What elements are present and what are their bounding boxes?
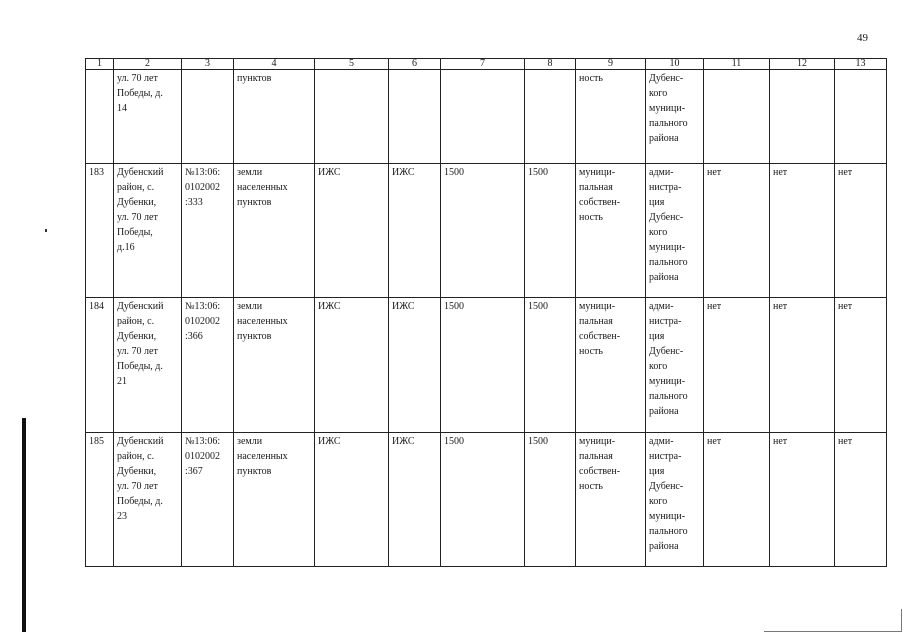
cell-text-line: 1500 xyxy=(528,166,548,178)
table-cell-col-4 xyxy=(234,163,315,297)
table-row xyxy=(86,163,887,297)
table-cell-col-3 xyxy=(182,70,234,164)
column-number-6: 6 xyxy=(389,59,441,70)
table-cell-col-6 xyxy=(389,163,441,297)
cell-text-line: 1500 xyxy=(444,166,464,178)
table-cell-col-12 xyxy=(770,298,835,432)
table-cell-col-5 xyxy=(315,298,389,432)
cell-text-line: района xyxy=(649,540,679,552)
cell-text-line: ИЖС xyxy=(318,301,341,313)
cell-text-line: земли xyxy=(237,301,263,313)
table-cell-col-9 xyxy=(576,70,646,164)
table-cell-col-12 xyxy=(770,432,835,566)
table-cell-col-7 xyxy=(441,432,525,566)
cell-text-line: муници- xyxy=(579,435,616,447)
cell-text-line: 14 xyxy=(117,103,127,114)
cell-text-line: Дубенский xyxy=(117,435,164,447)
table-cell-col-7 xyxy=(441,298,525,432)
table-cell-col-11 xyxy=(704,163,770,297)
cell-text-line: район, с. xyxy=(117,181,155,193)
table-cell-col-12 xyxy=(770,70,835,164)
table-cell-col-5 xyxy=(315,70,389,164)
cell-text-line: населенных xyxy=(237,316,288,328)
cell-text-line: нистра- xyxy=(649,181,682,193)
table-cell-col-13 xyxy=(835,432,887,566)
cell-text-line: района xyxy=(649,271,679,283)
cell-text-line: нет xyxy=(838,166,853,178)
cell-text-line: ция xyxy=(649,465,665,477)
cell-text-line: 21 xyxy=(117,376,127,388)
cell-text-line: ИЖС xyxy=(392,301,415,313)
cell-text-line: кого xyxy=(649,226,668,238)
table-cell-col-3 xyxy=(182,432,234,566)
cell-text-line: нистра- xyxy=(649,450,682,462)
cell-text-line: 1500 xyxy=(444,301,464,313)
column-number-9: 9 xyxy=(576,59,646,70)
table-cell-col-4 xyxy=(234,432,315,566)
table-cell-col-6 xyxy=(389,70,441,164)
cell-text-line: ул. 70 лет xyxy=(117,73,158,84)
column-number-2: 2 xyxy=(114,59,182,70)
table-cell-col-5 xyxy=(315,432,389,566)
table-cell-col-11 xyxy=(704,298,770,432)
cell-text-line: нет xyxy=(707,166,722,178)
table-cell-col-1 xyxy=(86,432,114,566)
cell-text-line: кого xyxy=(649,495,668,507)
table-cell-col-10 xyxy=(646,70,704,164)
cell-text-line: д.16 xyxy=(117,241,135,253)
cell-text-line: адми- xyxy=(649,166,674,178)
column-number-12: 12 xyxy=(770,59,835,70)
table-cell-col-1 xyxy=(86,70,114,164)
cell-text-line: №13:06: xyxy=(185,301,221,313)
table-cell-col-10 xyxy=(646,163,704,297)
column-number-5: 5 xyxy=(315,59,389,70)
cell-text-line: ул. 70 лет xyxy=(117,346,158,358)
cell-text-line: пунктов xyxy=(237,331,272,343)
column-number-13: 13 xyxy=(835,59,887,70)
cell-text-line: 0102002 xyxy=(185,450,220,462)
cell-text-line: ул. 70 лет xyxy=(117,211,158,223)
table-cell-col-4 xyxy=(234,70,315,164)
table-cell-col-2 xyxy=(114,163,182,297)
cell-text-line: муници- xyxy=(579,166,616,178)
cell-text-line: нет xyxy=(707,301,722,313)
cell-text-line: муници- xyxy=(649,510,686,522)
cell-text-line: нистра- xyxy=(649,316,682,328)
table-cell-col-13 xyxy=(835,163,887,297)
cell-text-line: 1500 xyxy=(528,301,548,313)
table-cell-col-9 xyxy=(576,298,646,432)
column-number-7: 7 xyxy=(441,59,525,70)
cell-text-line: нет xyxy=(707,435,722,447)
cell-text-line: Победы, д. xyxy=(117,361,163,373)
table-cell-col-8 xyxy=(525,432,576,566)
cell-text-line: ность xyxy=(579,73,603,84)
cell-text-line: ИЖС xyxy=(392,166,415,178)
cell-text-line: кого xyxy=(649,361,668,373)
cell-text-line: 1500 xyxy=(528,435,548,447)
cell-text-line: района xyxy=(649,133,679,144)
cell-text-line: муници- xyxy=(649,376,686,388)
table-row xyxy=(86,432,887,566)
cell-text-line: пальная xyxy=(579,181,613,193)
cell-text-line: ИЖС xyxy=(318,435,341,447)
cell-text-line: пального xyxy=(649,118,688,129)
cell-text-line: собствен- xyxy=(579,331,621,343)
cell-text-line: района xyxy=(649,406,679,418)
column-number-8: 8 xyxy=(525,59,576,70)
table-cell-col-13 xyxy=(835,70,887,164)
table-cell-col-3 xyxy=(182,298,234,432)
cell-text-line: Дубенки, xyxy=(117,331,157,343)
cell-text-line: ИЖС xyxy=(318,166,341,178)
table-cell-col-5 xyxy=(315,163,389,297)
cell-text-line: Победы, д. xyxy=(117,495,163,507)
cell-text-line: ция xyxy=(649,196,665,208)
table-cell-col-7 xyxy=(441,70,525,164)
scan-edge-shadow xyxy=(22,418,26,632)
cell-text-line: 0102002 xyxy=(185,181,220,193)
cell-text-line: ность xyxy=(579,480,603,492)
table-cell-col-8 xyxy=(525,70,576,164)
cell-text-line: земли xyxy=(237,166,263,178)
land-register-table xyxy=(85,58,887,567)
table-row xyxy=(86,298,887,432)
table-cell-col-8 xyxy=(525,163,576,297)
cell-text-line: Победы, xyxy=(117,226,153,238)
table-cell-col-6 xyxy=(389,298,441,432)
cell-text-line: 185 xyxy=(89,435,104,447)
cell-text-line: собствен- xyxy=(579,196,621,208)
cell-text-line: 183 xyxy=(89,166,104,178)
table-cell-col-13 xyxy=(835,298,887,432)
column-number-11: 11 xyxy=(704,59,770,70)
cell-text-line: пальная xyxy=(579,450,613,462)
table-cell-col-7 xyxy=(441,163,525,297)
cell-text-line: пального xyxy=(649,525,688,537)
table-cell-col-6 xyxy=(389,432,441,566)
cell-text-line: Дубенский xyxy=(117,166,164,178)
cell-text-line: район, с. xyxy=(117,316,155,328)
cell-text-line: ность xyxy=(579,346,603,358)
cell-text-line: Дубенки, xyxy=(117,465,157,477)
scan-corner-mark xyxy=(764,609,902,632)
cell-text-line: Дубенс- xyxy=(649,480,684,492)
cell-text-line: 184 xyxy=(89,301,104,313)
cell-text-line: нет xyxy=(773,301,788,313)
cell-text-line: пальная xyxy=(579,316,613,328)
cell-text-line: нет xyxy=(773,435,788,447)
cell-text-line: 23 xyxy=(117,510,127,522)
column-number-header xyxy=(86,59,887,70)
cell-text-line: №13:06: xyxy=(185,166,221,178)
cell-text-line: :367 xyxy=(185,465,203,477)
cell-text-line: населенных xyxy=(237,450,288,462)
table-cell-col-2 xyxy=(114,432,182,566)
cell-text-line: пунктов xyxy=(237,465,272,477)
cell-text-line: нет xyxy=(838,301,853,313)
table-cell-col-12 xyxy=(770,163,835,297)
cell-text-line: Дубенс- xyxy=(649,346,684,358)
cell-text-line: муници- xyxy=(579,301,616,313)
table-cell-col-2 xyxy=(114,70,182,164)
cell-text-line: Дубенс- xyxy=(649,73,684,84)
cell-text-line: земли xyxy=(237,435,263,447)
cell-text-line: :333 xyxy=(185,196,203,208)
table-cell-col-3 xyxy=(182,163,234,297)
table-cell-col-2 xyxy=(114,298,182,432)
page-number: 49 xyxy=(857,32,868,44)
cell-text-line: населенных xyxy=(237,181,288,193)
cell-text-line: Дубенский xyxy=(117,301,164,313)
cell-text-line: муници- xyxy=(649,241,686,253)
table-cell-col-9 xyxy=(576,163,646,297)
cell-text-line: нет xyxy=(773,166,788,178)
cell-text-line: пального xyxy=(649,391,688,403)
table-cell-col-1 xyxy=(86,163,114,297)
table-cell-col-11 xyxy=(704,432,770,566)
table-cell-col-4 xyxy=(234,298,315,432)
cell-text-line: 0102002 xyxy=(185,316,220,328)
cell-text-line: Дубенки, xyxy=(117,196,157,208)
cell-text-line: муници- xyxy=(649,103,686,114)
cell-text-line: ность xyxy=(579,211,603,223)
cell-text-line: кого xyxy=(649,88,668,99)
cell-text-line: адми- xyxy=(649,301,674,313)
table-cell-col-8 xyxy=(525,298,576,432)
cell-text-line: Дубенс- xyxy=(649,211,684,223)
cell-text-line: 1500 xyxy=(444,435,464,447)
column-number-1: 1 xyxy=(86,59,114,70)
column-number-4: 4 xyxy=(234,59,315,70)
table-cell-col-1 xyxy=(86,298,114,432)
cell-text-line: пального xyxy=(649,256,688,268)
table-cell-col-9 xyxy=(576,432,646,566)
table-body xyxy=(86,70,887,567)
cell-text-line: Победы, д. xyxy=(117,88,163,99)
cell-text-line: район, с. xyxy=(117,450,155,462)
cell-text-line: пунктов xyxy=(237,196,272,208)
cell-text-line: ция xyxy=(649,331,665,343)
table-cell-col-11 xyxy=(704,70,770,164)
cell-text-line: ИЖС xyxy=(392,435,415,447)
cell-text-line: :366 xyxy=(185,331,203,343)
cell-text-line: нет xyxy=(838,435,853,447)
column-number-10: 10 xyxy=(646,59,704,70)
scan-speck xyxy=(45,229,47,232)
cell-text-line: собствен- xyxy=(579,465,621,477)
cell-text-line: адми- xyxy=(649,435,674,447)
cell-text-line: ул. 70 лет xyxy=(117,480,158,492)
cell-text-line: пунктов xyxy=(237,73,272,84)
column-number-3: 3 xyxy=(182,59,234,70)
table-cell-col-10 xyxy=(646,432,704,566)
cell-text-line: №13:06: xyxy=(185,435,221,447)
table-cell-col-10 xyxy=(646,298,704,432)
table-row xyxy=(86,70,887,164)
